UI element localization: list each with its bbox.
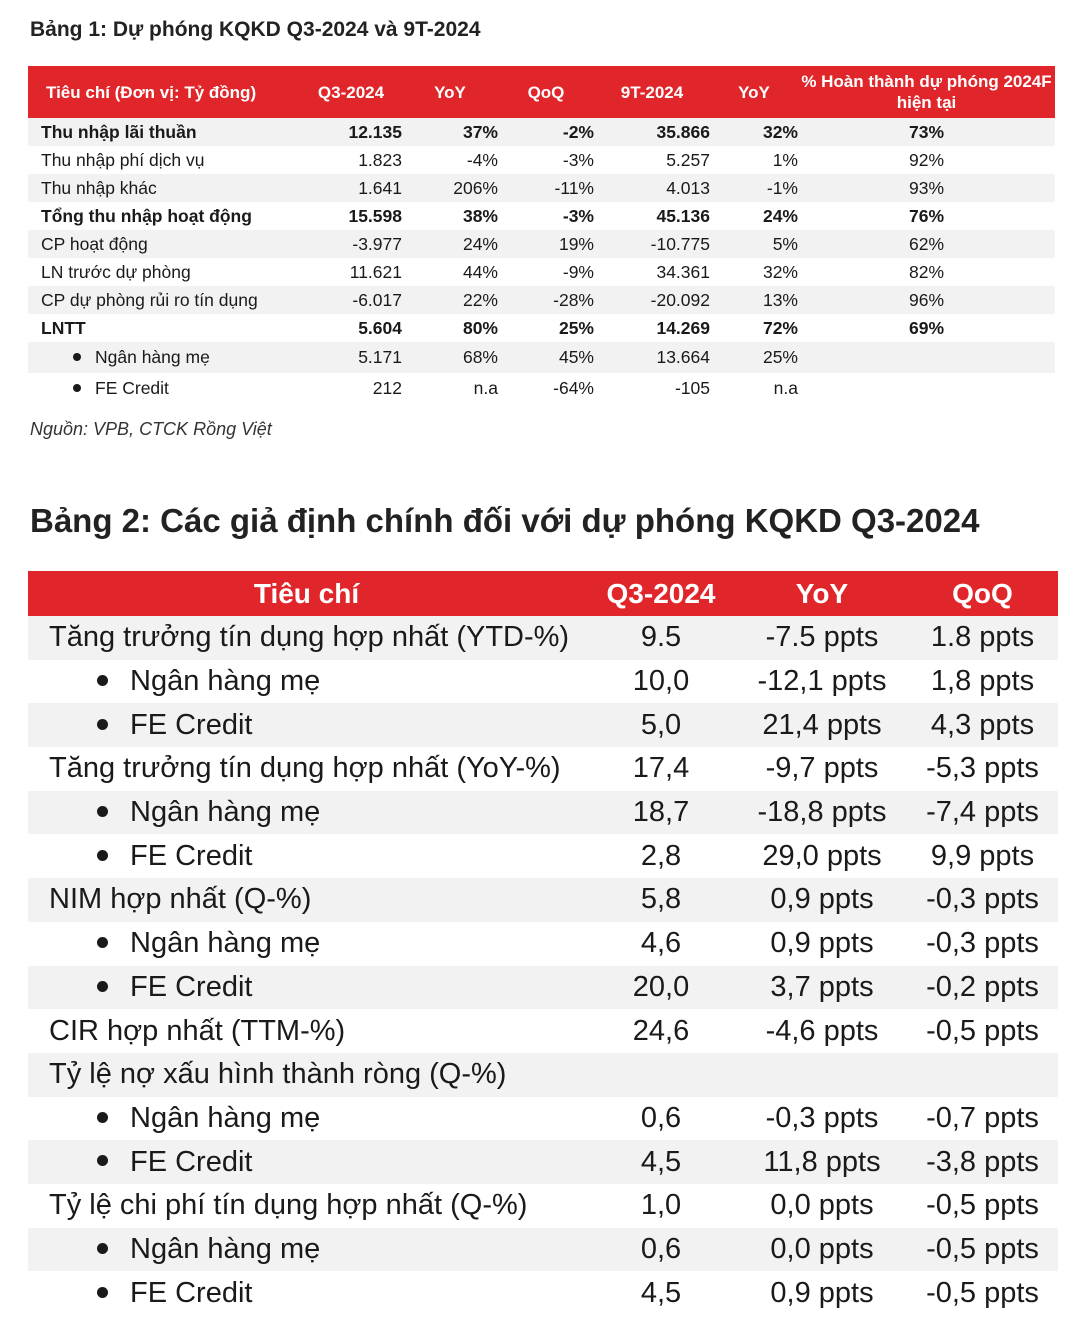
row-label — [28, 1271, 585, 1315]
table-row — [28, 616, 1058, 660]
cell-q3: 0,6 — [585, 1228, 737, 1272]
row-label-text: FE Credit — [130, 1145, 253, 1178]
table-row — [28, 1271, 1058, 1315]
table-row — [28, 342, 1055, 373]
cell-9t: -105 — [674, 378, 710, 398]
table1-header-row — [28, 66, 1055, 118]
cell-qoq: -3% — [562, 205, 594, 226]
cell-qoq: -64% — [553, 378, 594, 398]
table-row — [28, 834, 1058, 878]
row-label: CP hoạt động — [28, 230, 300, 258]
cell-qoq: -3,8 ppts — [907, 1140, 1058, 1184]
cell-yoy: 206% — [402, 174, 498, 202]
bullet-icon — [97, 1287, 108, 1298]
table1-header-yoy-9t: YoY — [710, 66, 798, 118]
row-label: Tỷ lệ nợ xấu hình thành ròng (Q-%) — [28, 1053, 585, 1097]
cell-completion: 69% — [908, 317, 945, 338]
table2-header-row — [28, 571, 1058, 616]
cell-completion: 73% — [798, 118, 1055, 146]
row-label: Thu nhập phí dịch vụ — [41, 149, 205, 170]
cell-9t: -20.092 — [594, 286, 710, 314]
table-row — [28, 118, 1055, 146]
table1-header-q3: Q3-2024 — [300, 66, 402, 118]
cell-yoy: 0,0 ppts — [737, 1228, 907, 1272]
cell-q3: 2,8 — [640, 839, 682, 872]
table-row — [28, 174, 1055, 202]
cell-yoy-9t: 72% — [762, 317, 798, 338]
table-row — [28, 286, 1055, 314]
cell-yoy: -7.5 ppts — [737, 616, 907, 660]
cell-yoy: n.a — [473, 378, 498, 398]
row-label-text: Ngân hàng mẹ — [130, 665, 321, 698]
bullet-icon — [97, 806, 108, 817]
table-row — [28, 258, 1055, 286]
table-row — [28, 1097, 1058, 1141]
bullet-icon — [73, 353, 81, 361]
cell-yoy: 0,9 ppts — [770, 927, 874, 960]
cell-q3: 5,8 — [585, 878, 737, 922]
cell-q3: 9.5 — [585, 616, 737, 660]
row-label-text: FE Credit — [130, 1276, 253, 1309]
table-row — [28, 878, 1058, 922]
cell-qoq: 25% — [558, 317, 594, 338]
cell-qoq: -0,3 ppts — [907, 878, 1058, 922]
cell-yoy-9t: 32% — [762, 261, 798, 282]
cell-q3: 4,5 — [585, 1140, 737, 1184]
cell-q3: 212 — [372, 378, 402, 398]
cell-completion — [798, 373, 1055, 404]
cell-9t: 34.361 — [656, 261, 710, 282]
cell-yoy: 11,8 ppts — [737, 1140, 907, 1184]
cell-q3: 1.823 — [358, 149, 402, 170]
cell-yoy: -12,1 ppts — [757, 665, 887, 698]
table-row — [28, 314, 1055, 342]
table-row — [28, 146, 1055, 174]
table-row — [28, 202, 1055, 230]
cell-q3: 10,0 — [632, 665, 690, 698]
cell-q3: -6.017 — [300, 286, 402, 314]
table2-title: Bảng 2: Các giả định chính đối với dự phóng KQKD Q3-2024 — [30, 502, 980, 539]
cell-completion — [798, 342, 1055, 373]
cell-yoy: -0,3 ppts — [765, 1101, 879, 1134]
table-row — [28, 1009, 1058, 1053]
cell-q3: 15.598 — [348, 205, 402, 226]
cell-yoy: 0,9 ppts — [737, 878, 907, 922]
table-row — [28, 373, 1055, 404]
cell-qoq: -28% — [498, 286, 594, 314]
row-label — [28, 660, 585, 704]
row-label-text: Ngân hàng mẹ — [95, 347, 210, 367]
row-label-text: Ngân hàng mẹ — [130, 796, 321, 829]
cell-qoq: -0,5 ppts — [926, 1189, 1039, 1222]
row-label — [28, 1228, 585, 1272]
table1-header-yoy: YoY — [402, 66, 498, 118]
table-row — [28, 230, 1055, 258]
cell-qoq: 4,3 ppts — [907, 703, 1058, 747]
cell-completion: 96% — [798, 286, 1055, 314]
row-label: NIM hợp nhất (Q-%) — [28, 878, 585, 922]
cell-yoy: 3,7 ppts — [737, 966, 907, 1010]
cell-qoq — [907, 1053, 1058, 1097]
cell-9t: 5.257 — [666, 149, 710, 170]
cell-yoy: 22% — [402, 286, 498, 314]
cell-yoy-9t: 24% — [762, 205, 798, 226]
row-label — [28, 791, 585, 835]
cell-9t: 4.013 — [594, 174, 710, 202]
row-label — [28, 966, 585, 1010]
cell-qoq: -2% — [498, 118, 594, 146]
row-label-text: Ngân hàng mẹ — [130, 1101, 321, 1134]
cell-yoy-9t: 13% — [710, 286, 798, 314]
row-label-text: FE Credit — [130, 970, 253, 1003]
table-row — [28, 1140, 1058, 1184]
cell-yoy-9t: 25% — [710, 342, 798, 373]
cell-q3: 24,6 — [632, 1014, 690, 1047]
cell-yoy: 29,0 ppts — [762, 839, 882, 872]
bullet-icon — [97, 1155, 108, 1166]
cell-yoy-9t: n.a — [773, 378, 798, 398]
cell-completion: 82% — [908, 261, 945, 282]
cell-qoq: -11% — [498, 174, 594, 202]
table-row — [28, 922, 1058, 966]
cell-9t: 14.269 — [656, 317, 710, 338]
cell-q3: 12.135 — [300, 118, 402, 146]
row-label: LNTT — [41, 317, 86, 338]
bullet-icon — [97, 850, 108, 861]
cell-yoy: -18,8 ppts — [737, 791, 907, 835]
table-row — [28, 1053, 1058, 1097]
cell-completion: 93% — [798, 174, 1055, 202]
cell-q3 — [585, 1053, 737, 1097]
table1-header-qoq: QoQ — [498, 66, 594, 118]
row-label — [28, 922, 585, 966]
row-label-text: FE Credit — [130, 839, 253, 872]
cell-qoq: -0,3 ppts — [926, 927, 1039, 960]
cell-q3: 1.641 — [300, 174, 402, 202]
row-label: Tăng trưởng tín dụng hợp nhất (YoY-%) — [49, 752, 561, 785]
cell-yoy: 80% — [462, 317, 498, 338]
cell-yoy: -4% — [466, 149, 498, 170]
row-label — [28, 342, 300, 373]
bullet-icon — [97, 1243, 108, 1254]
row-label-text: FE Credit — [95, 378, 169, 398]
cell-yoy: 0,9 ppts — [770, 1276, 874, 1309]
cell-9t: 45.136 — [656, 205, 710, 226]
row-label: Tăng trưởng tín dụng hợp nhất (YTD-%) — [28, 616, 585, 660]
row-label — [28, 703, 585, 747]
bullet-icon — [97, 675, 108, 686]
row-label — [28, 1140, 585, 1184]
table-row — [28, 966, 1058, 1010]
cell-yoy: 0,0 ppts — [770, 1189, 874, 1222]
cell-yoy: -9,7 ppts — [765, 752, 879, 785]
cell-qoq: -0,2 ppts — [907, 966, 1058, 1010]
bullet-icon — [97, 981, 108, 992]
row-label-text: Ngân hàng mẹ — [130, 1232, 321, 1265]
row-label — [28, 834, 585, 878]
table1-header-criteria: Tiêu chí (Đơn vị: Tỷ đồng) — [28, 66, 300, 118]
cell-yoy-9t: -1% — [710, 174, 798, 202]
cell-q3: 5.171 — [300, 342, 402, 373]
cell-yoy-9t: 1% — [772, 149, 798, 170]
assumptions-table — [28, 571, 1058, 1315]
cell-9t: 35.866 — [594, 118, 710, 146]
cell-qoq: 1,8 ppts — [930, 665, 1035, 698]
cell-9t: -10.775 — [594, 230, 710, 258]
table1-title: Bảng 1: Dự phóng KQKD Q3-2024 và 9T-2024 — [30, 18, 481, 41]
cell-yoy: 68% — [402, 342, 498, 373]
row-label: CIR hợp nhất (TTM-%) — [49, 1014, 346, 1047]
cell-yoy: -4,6 ppts — [765, 1014, 879, 1047]
cell-yoy: 21,4 ppts — [737, 703, 907, 747]
cell-completion: 76% — [908, 205, 945, 226]
cell-q3: 18,7 — [585, 791, 737, 835]
row-label — [28, 1097, 585, 1141]
bullet-icon — [97, 937, 108, 948]
table1-header-completion: % Hoàn thành dự phóng 2024F hiện tại — [798, 66, 1055, 118]
cell-yoy: 44% — [462, 261, 498, 282]
cell-q3: 4,5 — [640, 1276, 682, 1309]
cell-qoq: -5,3 ppts — [926, 752, 1039, 785]
table-row — [28, 1184, 1058, 1228]
cell-q3: 5.604 — [358, 317, 402, 338]
cell-yoy-9t: 32% — [710, 118, 798, 146]
cell-qoq: -3% — [562, 149, 594, 170]
table-row — [28, 660, 1058, 704]
cell-qoq: 19% — [498, 230, 594, 258]
row-label: Tỷ lệ chi phí tín dụng hợp nhất (Q-%) — [49, 1189, 528, 1222]
cell-completion: 92% — [908, 149, 945, 170]
cell-qoq: -0,5 ppts — [926, 1014, 1039, 1047]
table-row — [28, 1228, 1058, 1272]
table1-source-note: Nguồn: VPB, CTCK Rồng Việt — [30, 419, 272, 439]
bullet-icon — [73, 384, 81, 392]
table-row — [28, 747, 1058, 791]
row-label: Tổng thu nhập hoạt động — [41, 205, 252, 226]
cell-9t: 13.664 — [594, 342, 710, 373]
cell-q3: 0,6 — [640, 1101, 682, 1134]
forecast-results-table — [28, 66, 1055, 404]
table2-header-q3: Q3-2024 — [585, 571, 737, 616]
cell-yoy: 24% — [402, 230, 498, 258]
cell-yoy: 37% — [402, 118, 498, 146]
row-label-text: FE Credit — [130, 708, 253, 741]
bullet-icon — [97, 719, 108, 730]
row-label: LN trước dự phòng — [41, 261, 191, 282]
table2-header-yoy: YoY — [737, 571, 907, 616]
row-label-text: Ngân hàng mẹ — [130, 927, 321, 960]
cell-q3: -3.977 — [300, 230, 402, 258]
cell-qoq: -9% — [562, 261, 594, 282]
cell-yoy — [737, 1053, 907, 1097]
table-row — [28, 703, 1058, 747]
cell-qoq: 45% — [498, 342, 594, 373]
table2-header-criteria: Tiêu chí — [28, 571, 585, 616]
cell-qoq: 1.8 ppts — [907, 616, 1058, 660]
cell-qoq: -7,4 ppts — [907, 791, 1058, 835]
cell-q3: 5,0 — [585, 703, 737, 747]
cell-qoq: -0,5 ppts — [926, 1276, 1039, 1309]
cell-qoq: -0,5 ppts — [907, 1228, 1058, 1272]
row-label: Thu nhập lãi thuần — [28, 118, 300, 146]
row-label: Thu nhập khác — [28, 174, 300, 202]
cell-completion: 62% — [798, 230, 1055, 258]
cell-yoy-9t: 5% — [710, 230, 798, 258]
cell-q3: 4,6 — [640, 927, 682, 960]
bullet-icon — [97, 1112, 108, 1123]
row-label: CP dự phòng rủi ro tín dụng — [28, 286, 300, 314]
cell-q3: 1,0 — [640, 1189, 682, 1222]
table1-header-9t: 9T-2024 — [594, 66, 710, 118]
table-row — [28, 791, 1058, 835]
table2-header-qoq: QoQ — [907, 571, 1058, 616]
cell-qoq: 9,9 ppts — [930, 839, 1035, 872]
cell-q3: 20,0 — [585, 966, 737, 1010]
row-label — [28, 373, 300, 404]
cell-yoy: 38% — [462, 205, 498, 226]
cell-qoq: -0,7 ppts — [926, 1101, 1039, 1134]
cell-q3: 11.621 — [349, 261, 402, 282]
cell-q3: 17,4 — [632, 752, 690, 785]
